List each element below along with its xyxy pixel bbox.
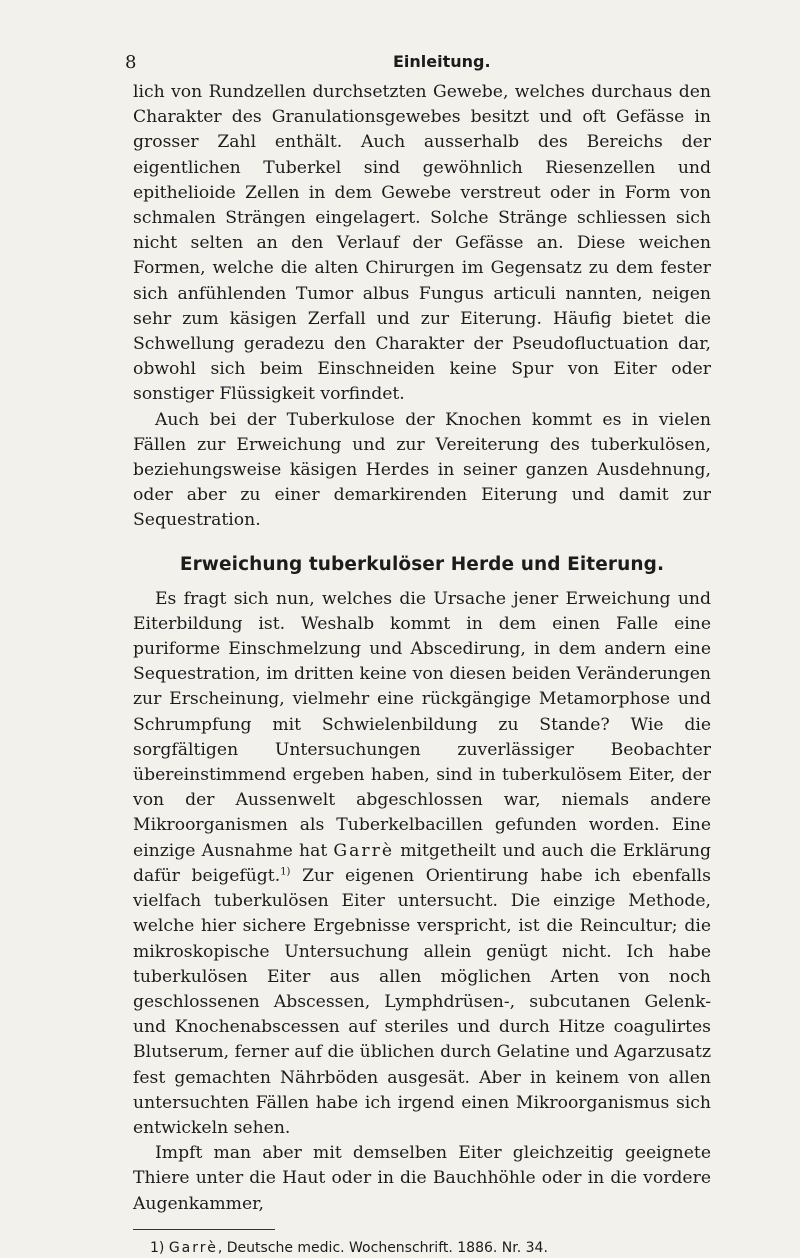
paragraph-3-text-b: mitgetheilt und auch die Erklärung dafür beigefügt. xyxy=(133,840,711,886)
body-paragraph-4: Impft man aber mit demselben Eiter gleichzeitig geeignete Thiere unter die Haut oder in die Bauchhöhle oder in die vordere Augenkammer, xyxy=(133,1143,711,1214)
running-head xyxy=(125,44,711,80)
footnote-author: Garrè xyxy=(168,1239,218,1256)
footnote-divider xyxy=(133,1229,275,1230)
book-page xyxy=(125,44,711,1258)
author-name-garre: Garrè xyxy=(333,840,395,861)
page-number: 8 xyxy=(125,52,137,73)
paragraph-3-text-c: Zur eigenen Orientirung habe ich ebenfalls vielfach tuberkulösen Eiter untersucht. Die einzige Methode, welche hier sichere Ergebnisse verspricht, ist die Reincultur; die mikroskopische Untersuchung allein genügt nicht. Ich habe tuberkulösen Eiter aus allen möglichen Arten von noch geschlossenen Abscessen, Lymphdrüsen-, subcutanen Gelenk- und Knochenabscessen auf steriles und durch Hitze coagulirtes Blutserum, ferner auf die üblichen durch Gelatine und Agarzusatz fest gemachten Nährböden ausgesät. Aber in keinem von allen untersuchten Fällen habe ich irgend einen Mikroorganismus sich entwickeln sehen. xyxy=(133,865,711,1138)
body-paragraph-2: Auch bei der Tuberkulose der Knochen kommt es in vielen Fällen zur Erweichung und zur Vereiterung des tuberkulösen, beziehungsweise käsigen Herdes in seiner ganzen Ausdehnung, oder aber zu einer demarkirenden Eiterung und damit zur Sequestration. xyxy=(133,409,711,531)
footnote-citation: , Deutsche medic. Wochenschrift. 1886. Nr. 34. xyxy=(217,1239,548,1256)
body-paragraph-3 xyxy=(133,587,711,1141)
paragraph-3-text-a: Es fragt sich nun, welches die Ursache jener Erweichung und Eiterbildung ist. Weshalb kommt in dem einen Falle eine puriforme Einschmelzung und Abscedirung, in dem andern eine Sequestration, im dritten keine von diesen beiden Veränderungen zur Erscheinung, vielmehr eine rückgängige Metamorphose und Schrumpfung mit Schwielenbildung zu Stande? Wie die sorgfältigen Untersuchungen zuverlässiger Beobachter übereinstimmend ergeben haben, sind in tuberkulösem Eiter, der von der Aussenwelt abgeschlossen war, niemals andere Mikroorganismen als Tuberkelbacillen gefunden worden. Eine einzige Ausnahme hat xyxy=(133,588,711,861)
section-heading: Erweichung tuberkulöser Herde und Eiterung. xyxy=(179,553,665,575)
footnote-mark: 1) xyxy=(150,1239,165,1256)
body-paragraph-1: lich von Rundzellen durchsetzten Gewebe, welches durchaus den Charakter des Granulationsgewebes besitzt und oft Gefässe in grosser Zahl enthält. Auch ausserhalb des Bereichs der eigentlichen Tuberkel sind gewöhnlich Riesenzellen und epithelioide Zellen in dem Gewebe verstreut oder in Form von schmalen Strängen eingelagert. Solche Stränge schliessen sich nicht selten an den Verlauf der Gefässe an. Diese weichen Formen, welche die alten Chirurgen im Gegensatz zu dem fester sich anfühlenden Tumor albus Fungus articuli nannten, neigen sehr zum käsigen Zerfall und zur Eiterung. Häufig bietet die Schwellung geradezu den Charakter der Pseudofluctuation dar, obwohl sich beim Einschneiden keine Spur von Eiter oder sonstiger Flüssigkeit vorfindet. xyxy=(133,82,711,405)
running-head-title: Einleitung. xyxy=(393,52,491,71)
footnote xyxy=(133,1238,711,1258)
footnote-reference: 1) xyxy=(280,866,291,878)
